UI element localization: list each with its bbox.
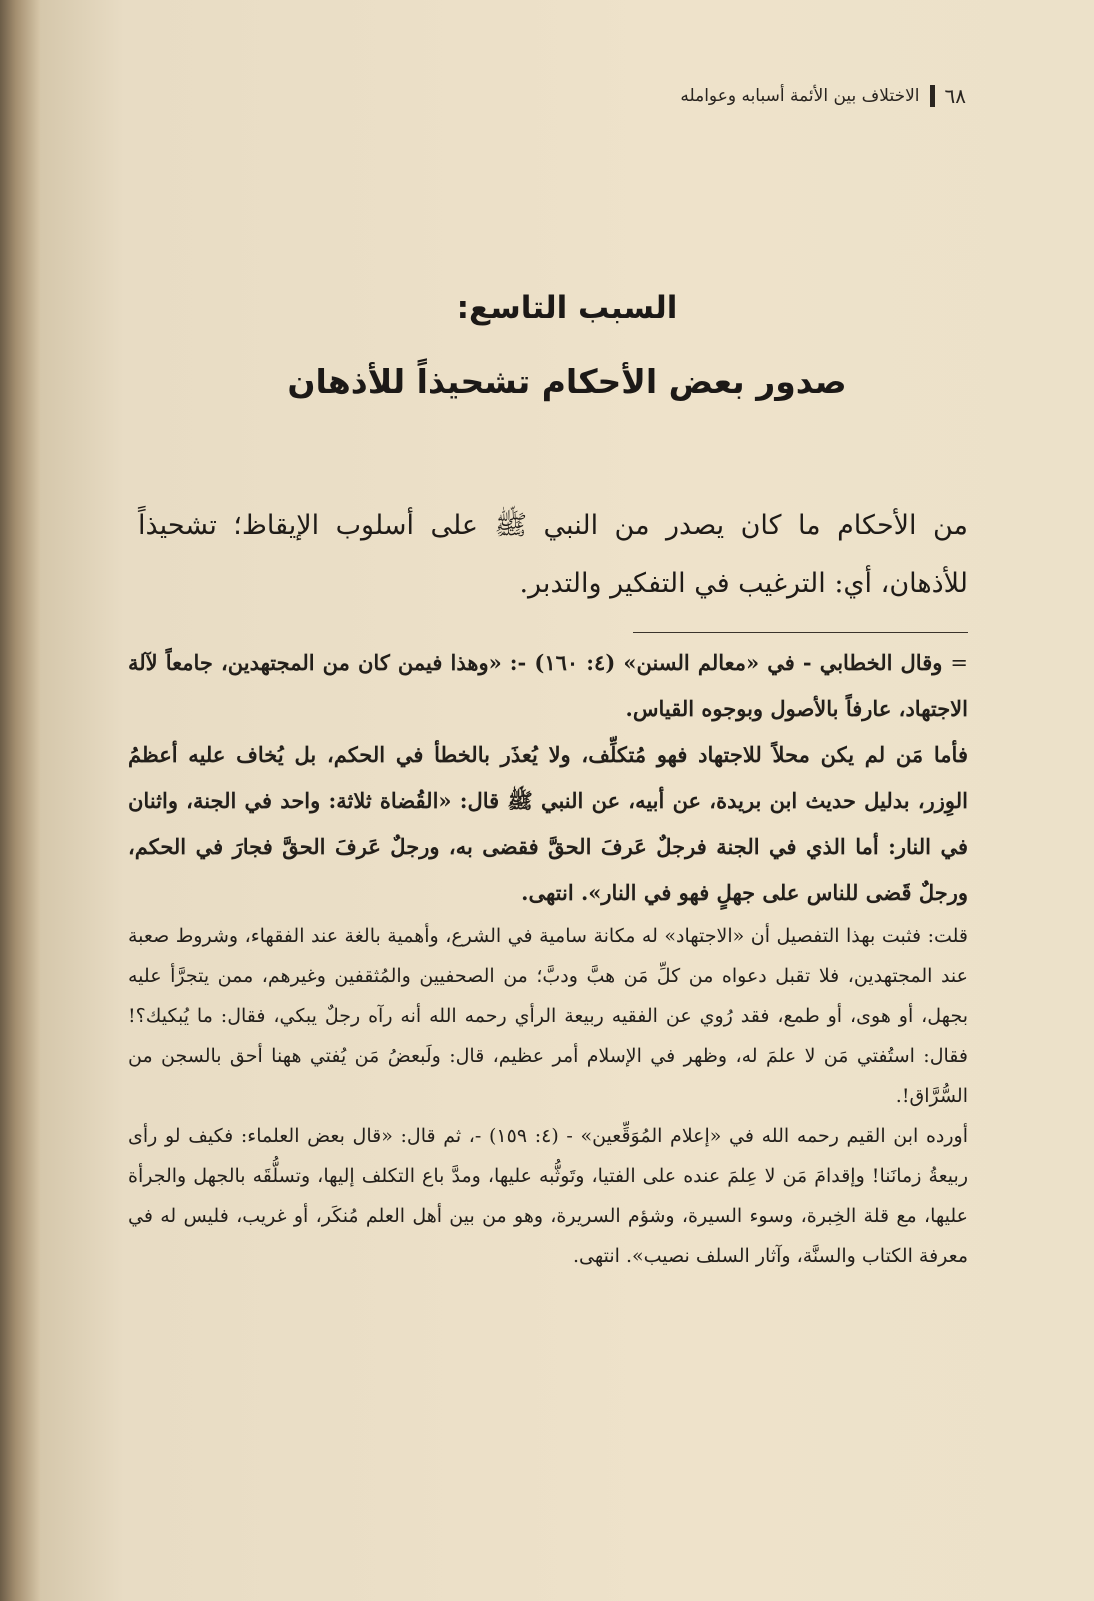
section-heading: السبب التاسع: (456, 290, 678, 326)
book-page (40, 0, 1094, 1601)
book-binding-shadow (0, 0, 40, 1601)
footnote-text: وقال الخطابي - في «معالم السنن» (٤: ١٦٠) -: «وهذا فيمن كان من المجتهدين، جامعاً لآلة الاجتهاد، عارفاً بالأصول وبوجوه القياس. (128, 650, 968, 721)
body-paragraph: من الأحكام ما كان يصدر من النبي ﷺ على أسلوب الإيقاظ؛ تشحيذاً للأذهان، أي: الترغيب في التفكير والتدبر. (138, 510, 968, 599)
running-header (680, 84, 966, 108)
header-divider-bar (930, 85, 935, 107)
page-number: ٦٨ (944, 84, 966, 108)
book-title: الاختلاف بين الأئمة أسبابه وعوامله (680, 86, 920, 106)
footnote-separator (633, 632, 968, 633)
continuation-marker: = (950, 651, 968, 675)
footnote-paragraph: أورده ابن القيم رحمه الله في «إعلام المُوَقِّعين» - (٤: ١٥٩) -، ثم قال: «قال بعض العلماء: فكيف لو رأى ربيعةُ زمانَنا! وإقدامَ مَن لا عِلمَ عنده على الفتيا، وتَوثُّبه عليها، ومدَّ باع التكلف إليها، وتسلُّقَه بالجهل والجرأة عليها، مع قلة الخِبرة، وسوء السيرة، وشؤم السريرة، وهو من بين أهل العلم مُنكَر، أو غريب، فليس له في معرفة الكتاب والسنَّة، وآثار السلف نصيب». انتهى. (128, 1125, 968, 1267)
footnote-paragraph (128, 640, 968, 732)
footnote-paragraph: قلت: فثبت بهذا التفصيل أن «الاجتهاد» له مكانة سامية في الشرع، وأهمية بالغة عند الفقهاء، وشروط صعبة عند المجتهدين، فلا تقبل دعواه من كلِّ مَن هبَّ ودبَّ؛ من الصحفيين والمُثقفين وغيرهم، ممن يتجرَّأ عليه بجهل، أو هوى، أو طمع، فقد رُوي عن الفقيه ربيعة الرأي رحمه الله أنه رآه رجلٌ يبكي، فقال: ما يُبكيك؟! فقال: استُفتي مَن لا علمَ له، وظهر في الإسلام أمر عظيم، قال: ولَبعضُ مَن يُفتي ههنا أحق بالسجن من السُّرَّاق!. (128, 925, 968, 1107)
chapter-title: صدور بعض الأحكام تشحيذاً للأذهان (287, 362, 847, 401)
footnotes (128, 640, 968, 1276)
footnote-paragraph: فأما مَن لم يكن محلاً للاجتهاد فهو مُتكلِّف، ولا يُعذَر بالخطأ في الحكم، بل يُخاف عليه أعظمُ الوِزر، بدليل حديث ابن بريدة، عن أبيه، عن النبي ﷺ قال: «القُضاة ثلاثة: واحد في الجنة، واثنان في النار: أما الذي في الجنة فرجلٌ عَرفَ الحقَّ فقضى به، ورجلٌ عَرفَ الحقَّ فجارَ في الحكم، ورجلٌ قَضى للناس على جهلٍ فهو في النار». انتهى. (128, 742, 968, 905)
